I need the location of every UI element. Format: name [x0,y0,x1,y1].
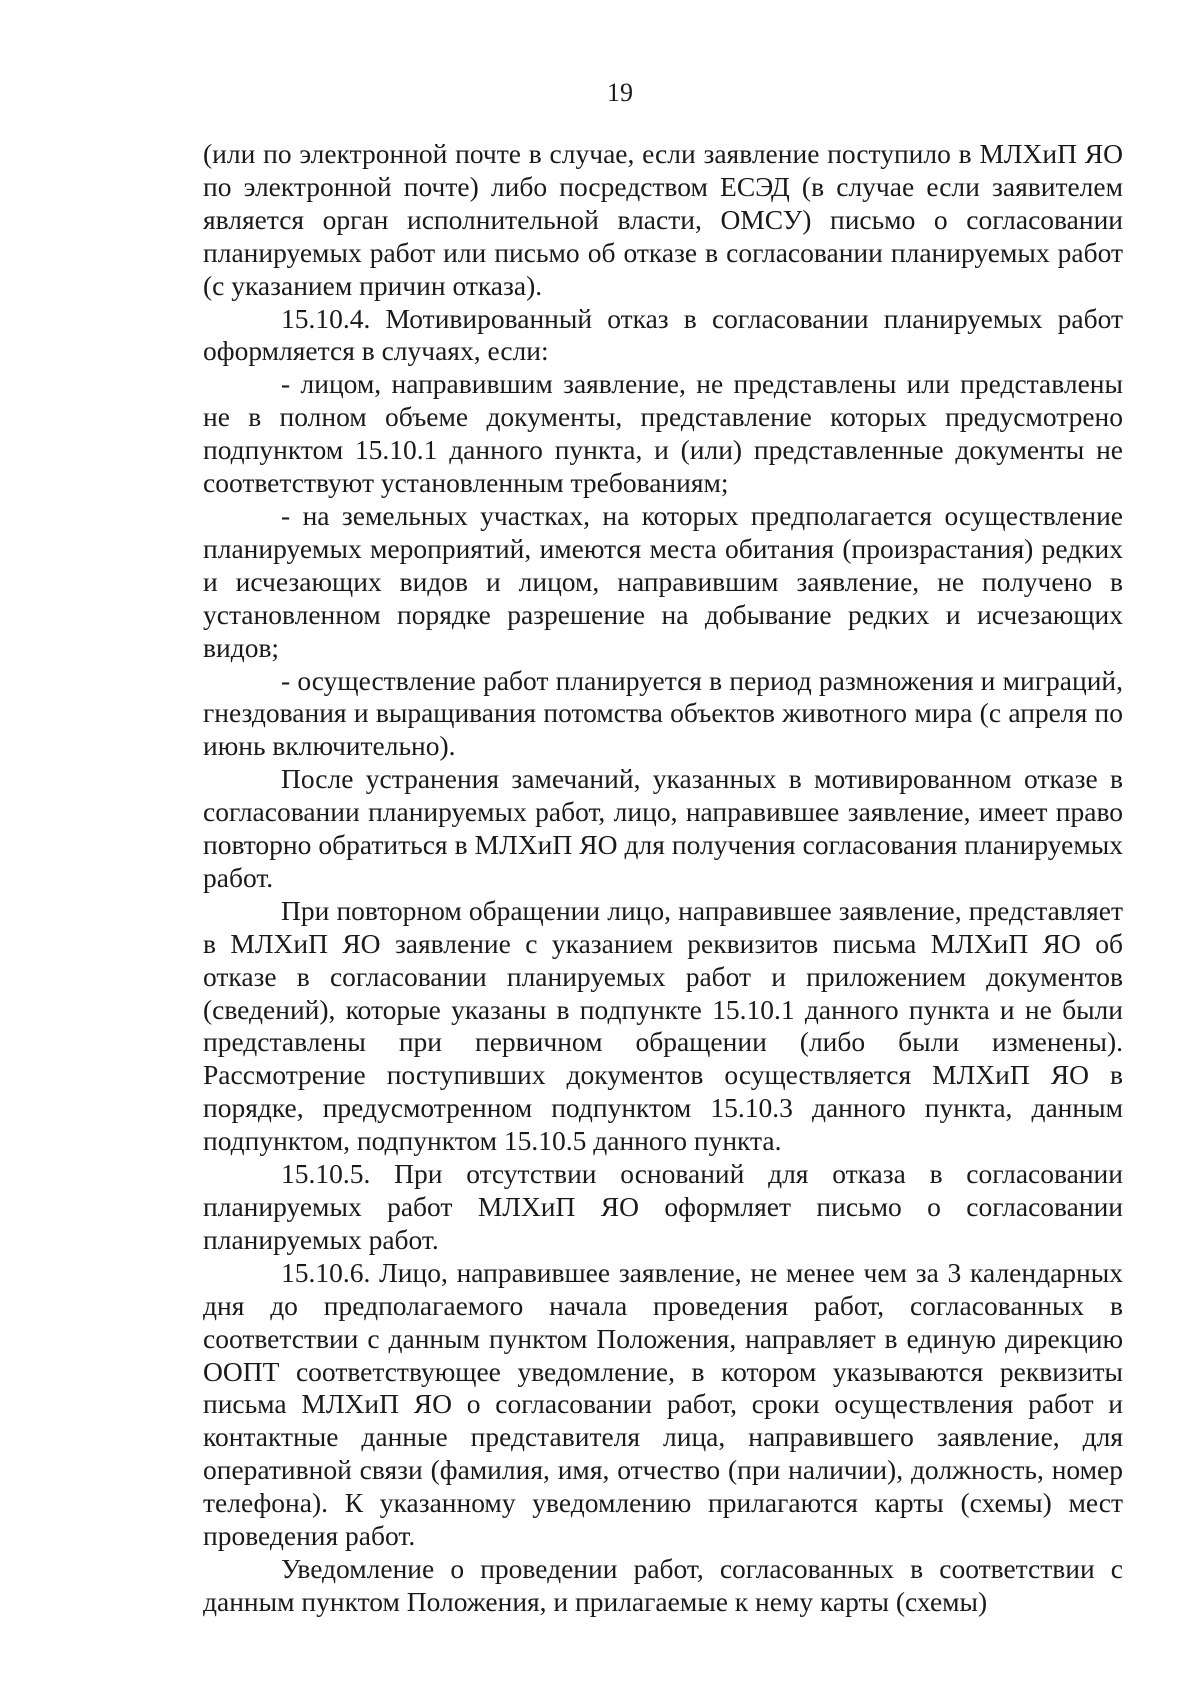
paragraph-continuation: (или по электронной почте в случае, если заявление поступило в МЛХиП ЯО по электронной почте) либо посредством ЕСЭД (в случае если заявителем является орган исполнительной власти, ОМСУ) письмо о согласовании планируемых работ или письмо об отказе в согласовании планируемых работ (с указанием причин отказа). [203,138,1123,301]
paragraph-notification: Уведомление о проведении работ, согласованных в соответствии с данным пунктом Положения, и прилагаемые к нему карты (схемы) [203,1552,1123,1617]
list-item-habitats: - на земельных участках, на которых предполагается осуществление планируемых мероприятий, имеются места обитания (произрастания) редких и исчезающих видов и лицом, направившим заявление, не получено в установленном порядке разрешение на добывание редких и исчезающих видов; [203,499,1123,663]
document-body [203,138,1123,1619]
paragraph-15-10-4: 15.10.4. Мотивированный отказ в согласовании планируемых работ оформляется в случаях, если: [203,302,1123,367]
page-number: 19 [607,78,633,107]
paragraph-15-10-5: 15.10.5. При отсутствии оснований для отказа в согласовании планируемых работ МЛХиП ЯО оформляет письмо о согласовании планируемых работ. [203,1158,1123,1255]
paragraph-repeat-request: При повторном обращении лицо, направившее заявление, представляет в МЛХиП ЯО заявление с указанием реквизитов письма МЛХиП ЯО об отказе в согласовании планируемых работ и приложением документов (сведений), которые указаны в подпункте 15.10.1 данного пункта и не были представлены при первичном обращении (либо были изменены). Рассмотрение поступивших документов осуществляется МЛХиП ЯО в порядке, предусмотренном подпунктом 15.10.3 данного пункта, данным подпунктом, подпунктом 15.10.5 данного пункта. [203,894,1123,1157]
list-item-breeding-period: - осуществление работ планируется в период размножения и миграций, гнездования и выращивания потомства объектов животного мира (с апреля по июнь включительно). [203,664,1123,762]
list-item-documents: - лицом, направившим заявление, не представлены или представлены не в полном объеме документы, представление которых предусмотрено подпунктом 15.10.1 данного пункта, и (или) представленные документы не соответствуют установленным требованиям; [203,368,1123,499]
paragraph-after-remarks: После устранения замечаний, указанных в мотивированном отказе в согласовании планируемых работ, лицо, направившее заявление, имеет право повторно обратиться в МЛХиП ЯО для получения согласования планируемых работ. [203,763,1123,893]
paragraph-15-10-6: 15.10.6. Лицо, направившее заявление, не менее чем за 3 календарных дня до предполагаемого начала проведения работ, согласованных в соответствии с данным пунктом Положения, направляет в единую дирекцию ООПТ соответствующее уведомление, в котором указываются реквизиты письма МЛХиП ЯО о согласовании работ, сроки осуществления работ и контактные данные представителя лица, направившего заявление, для оперативной связи (фамилия, имя, отчество (при наличии), должность, номер телефона). К указанному уведомлению прилагаются карты (схемы) мест проведения работ. [203,1256,1123,1552]
